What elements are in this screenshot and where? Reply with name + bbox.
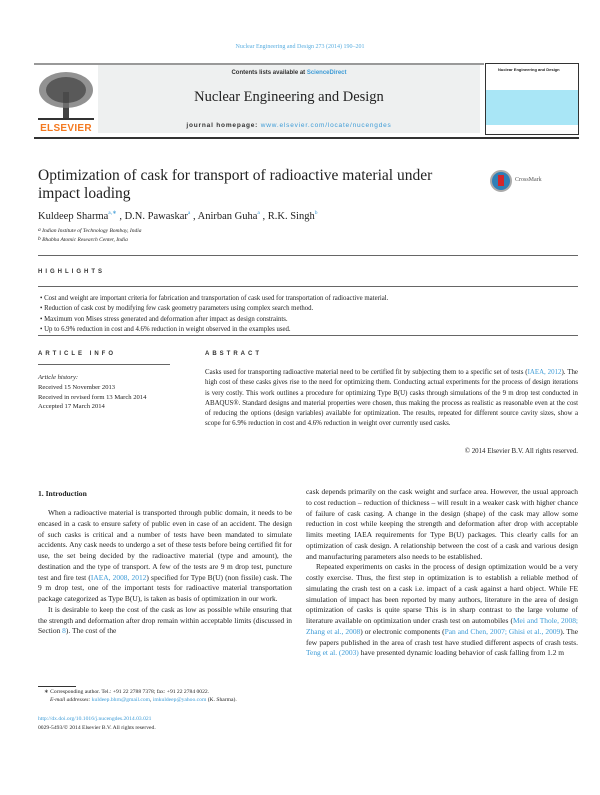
author-affiliation-mark[interactable]: b xyxy=(314,210,318,216)
article-info-heading: ARTICLE INFO xyxy=(38,351,116,357)
homepage-label: journal homepage: xyxy=(186,122,261,129)
section-heading-introduction: 1. Introduction xyxy=(38,489,87,498)
divider xyxy=(38,286,578,287)
affiliation xyxy=(38,228,142,234)
highlights-list xyxy=(40,294,580,335)
article-history xyxy=(38,373,146,412)
corresponding-author-note: ∗ Corresponding author. Tel.: +91 22 2788 7378; fax: +91 22 2784 0022. xyxy=(44,689,210,695)
divider xyxy=(38,335,578,336)
crossmark-label: CrossMark xyxy=(515,177,542,183)
contents-prefix: Contents lists available at xyxy=(231,70,307,76)
author-name[interactable]: , R.K. Singh xyxy=(262,211,315,222)
citation-link[interactable]: 8 xyxy=(62,626,66,636)
sciencedirect-link[interactable]: ScienceDirect xyxy=(306,70,347,76)
text-run: have presented dynamic loading behavior of cask falling from 1.2 m xyxy=(358,648,565,658)
text-run: ) or electronic components ( xyxy=(360,626,445,636)
author-name[interactable]: , Anirban Guha xyxy=(192,211,258,222)
highlights-heading: HIGHLIGHTS xyxy=(38,269,105,275)
contents-line xyxy=(98,70,480,76)
history-label: Article history: xyxy=(38,374,79,381)
citation-link[interactable]: Mei and Thole, 2008; Zhang et al., 2008 xyxy=(306,616,578,636)
text-run: ). The few papers published in the area of crash test have studied different aspects of crash tests. xyxy=(306,626,578,647)
journal-homepage xyxy=(98,122,480,129)
text-run: ). The cost of the xyxy=(65,626,117,636)
author-list xyxy=(38,211,317,222)
text-run: ) specified for Type B(U) (non fissile) cask. The 9 m drop test, one of the important tests for radioactive material transportation package categorized as Type B(U), is taken as basis of optimization in our work. xyxy=(38,572,292,603)
footnote-divider xyxy=(38,686,76,687)
email-link[interactable]: kuldeep.bhrn@gmail.com xyxy=(91,697,151,703)
divider xyxy=(34,137,579,139)
masthead xyxy=(98,65,480,133)
journal-cover-thumbnail[interactable] xyxy=(485,63,579,135)
affiliation-text: Indian Institute of Technology Bombay, India xyxy=(42,228,142,234)
affiliation-text: Bhabha Atomic Research Center, India xyxy=(42,237,128,243)
author-affiliation-mark[interactable]: a,∗ xyxy=(108,210,117,216)
email-separator: , xyxy=(150,697,153,703)
journal-title: Nuclear Engineering and Design xyxy=(194,89,384,105)
citation-link[interactable]: Teng et al. (2003) xyxy=(306,648,359,658)
body-column-left xyxy=(38,508,292,637)
body-paragraph xyxy=(306,487,578,562)
highlight-item: • Reduction of cask cost by modifying few cask geometry parameters using complex search method. xyxy=(40,304,580,314)
affiliation xyxy=(38,237,128,243)
author-affiliation-mark[interactable]: a xyxy=(257,210,260,216)
highlight-item: • Cost and weight are important criteria for fabrication and transportation of cask used for transportation of radioactive material. xyxy=(40,294,580,304)
doi-link[interactable]: http://dx.doi.org/10.1016/j.nucengdes.2014.03.021 xyxy=(38,716,152,722)
received-date: Received 15 November 2013 xyxy=(38,383,116,391)
issn-copyright: 0029-5493/© 2014 Elsevier B.V. All rights reserved. xyxy=(38,725,156,731)
highlight-item: • Maximum von Mises stress generated and deformation after impact as design constraints. xyxy=(40,315,580,325)
text-run: ). The high cost of these casks gives rise to the need for optimizing them. Conducting actual experiments for the process of design iterations is very costly. This work outlines a procedure for optimizing Type B(U) casks through simulations of the 9 m drop test conducted in ABAQUS®. Standard designs and material properties were chosen, thus making the process as realistic as reasonable even at the cost of reducing the options (design variables) available for optimization. The results, repeated for different source cavity sizes, show a scope for 6.9% reduction in cost and 4.6% reduction in weight over currently used casks. xyxy=(205,369,578,428)
author-name[interactable]: , D.N. Pawaskar xyxy=(119,211,188,222)
text-run: cask depends primarily on the cask weight and surface area. However, the usual approach to cost reduction – reduction of thickness – will result in a weaker cask with higher chance of failure of cask casing. A change in the design (shape) of the cask may allow some reduction in cost while keeping the strength and deformation after drop with acceptable limits meeting IAEA requirements for Type B(U) packages. This clearly calls for an optimization of cask design. A relationship between the cost of a cask and various design and manufacturing parameters also needs to be established. xyxy=(306,487,578,561)
divider xyxy=(38,255,578,256)
abstract-text xyxy=(205,368,578,430)
citation-link[interactable]: IAEA, 2012 xyxy=(527,369,562,376)
text-run: Casks used for transporting radioactive material need to be certified fit by subjecting them to a specific set of tests ( xyxy=(205,369,528,376)
crossmark-badge[interactable] xyxy=(490,170,560,194)
email-label: E-mail addresses: xyxy=(50,697,92,703)
text-run: When a radioactive material is transported through public domain, it needs to be encased in a cask to ensure safety of public even in case of an accident. The design of such casks is critical and a number of tests have been mandated to simulate accidents. Any cask needs to undergo a set of these tests before being certified fit for use, the set being decided by the radioactive material (type and amount), the destination and the type of transport. A few of the tests are 9 m drop test, puncture test and fire test ( xyxy=(38,508,292,582)
footnote xyxy=(44,688,237,704)
cover-title: Nuclear Engineering and Design xyxy=(498,67,560,72)
author-name[interactable]: Kuldeep Sharma xyxy=(38,211,109,222)
elsevier-logo[interactable] xyxy=(36,70,96,134)
affiliation-mark: b xyxy=(38,236,41,242)
divider xyxy=(38,364,170,365)
running-header[interactable]: Nuclear Engineering and Design 273 (2014) 190–201 xyxy=(235,44,365,50)
citation-link[interactable]: IAEA, 2008, 2012 xyxy=(90,572,147,582)
article-title: Optimization of cask for transport of radioactive material under impact loading xyxy=(38,167,433,202)
abstract-heading: ABSTRACT xyxy=(205,351,262,357)
highlight-item: • Up to 6.9% reduction in cost and 4.6% reduction in weight observed in the examples used. xyxy=(40,325,580,335)
email-owner: (K. Sharma). xyxy=(206,697,237,703)
revised-date: Received in revised form 13 March 2014 xyxy=(38,393,147,401)
abstract-copyright: © 2014 Elsevier B.V. All rights reserved. xyxy=(464,448,578,455)
affiliation-mark: a xyxy=(38,227,41,233)
text-run: Repeated experiments on casks in the process of design optimization would be a very costly exercise. Thus, the first step in optimization is to establish a reliable method of simulating the crash test on a cask i.e. impact of a cask against a hard object. While FE simulation of impact has been reported by many authors, literature in the area of design optimization of casks is quite sparse This is in sharp contrast to the large volume of literature available on optimization under crash test on automobiles ( xyxy=(306,562,578,625)
body-column-right xyxy=(306,487,578,659)
doi-block xyxy=(38,715,156,733)
author-affiliation-mark[interactable]: a xyxy=(187,210,191,216)
body-paragraph xyxy=(38,508,292,605)
body-paragraph xyxy=(38,605,292,637)
body-paragraph xyxy=(306,562,578,659)
accepted-date: Accepted 17 March 2014 xyxy=(38,403,105,411)
text-run: It is desirable to keep the cost of the cask as low as possible while ensuring that the strength and deformation after drop remain within acceptable limits (discussed in Section xyxy=(38,604,292,636)
publisher-logo-text: ELSEVIER xyxy=(40,123,92,134)
citation-link[interactable]: Pan and Chen, 2007; Ghisi et al., 2009 xyxy=(444,626,561,636)
cover-band xyxy=(486,90,578,125)
email-link[interactable]: imkuldeep@yahoo.com xyxy=(152,697,207,703)
crossmark-icon xyxy=(490,170,512,192)
tree-icon xyxy=(36,70,96,122)
homepage-link[interactable]: www.elsevier.com/locate/nucengdes xyxy=(260,122,392,129)
